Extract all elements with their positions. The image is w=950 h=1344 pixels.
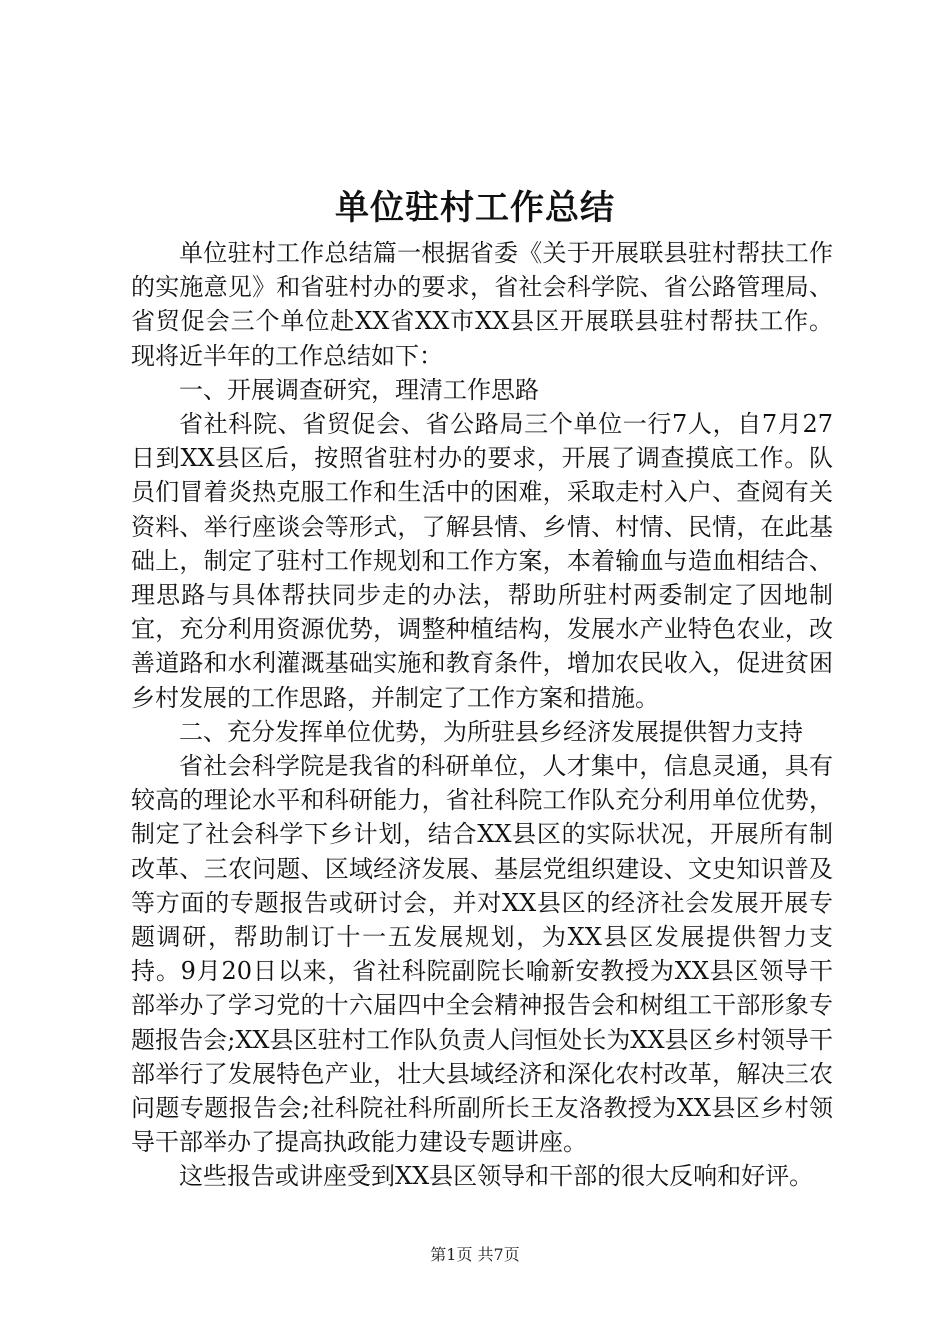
intro-paragraph: 单位驻村工作总结篇一根据省委《关于开展联县驻村帮扶工作的实施意见》和省驻村办的要求，省社会科学院、省公路管理局、省贸促会三个单位赴XX省XX市XX县区开展联县驻村帮扶工作。现将近半年的工作总结如下： bbox=[131, 239, 833, 370]
section-1-paragraph: 省社科院、省贸促会、省公路局三个单位一行7人，自7月27日到XX县区后，按照省驻村办的要求，开展了调查摸底工作。队员们冒着炎热克服工作和生活中的困难，采取走村入户、查阅有关资料、举行座谈会等形式，了解县情、乡情、村情、民情，在此基础上，制定了驻村工作规划和工作方案，本着输血与造血相结合、理思路与具体帮扶同步走的办法，帮助所驻村两委制定了因地制宜，充分利用资源优势，调整种植结构，发展水产业特色农业，改善道路和水利灌溉基础实施和教育条件，增加农民收入，促进贫困乡村发展的工作思路，并制定了工作方案和措施。 bbox=[131, 410, 833, 712]
closing-paragraph: 这些报告或讲座受到XX县区领导和干部的很大反响和好评。 bbox=[179, 1162, 814, 1191]
section-heading-1: 一、开展调查研究，理清工作思路 bbox=[179, 375, 539, 404]
page-footer: 第1页 共7页 bbox=[430, 1245, 520, 1264]
document-body bbox=[131, 236, 833, 1194]
document-title: 单位驻村工作总结 bbox=[335, 188, 615, 228]
section-heading-2: 二、充分发挥单位优势，为所驻县乡经济发展提供智力支持 bbox=[179, 717, 803, 746]
section-2-paragraph: 省社会科学院是我省的科研单位，人才集中，信息灵通，具有较高的理论水平和科研能力，省社科院工作队充分利用单位优势，制定了社会科学下乡计划，结合XX县区的实际状况，开展所有制改革、三农问题、区域经济发展、基层党组织建设、文史知识普及等方面的专题报告或研讨会，并对XX县区的经济社会发展开展专题调研，帮助制订十一五发展规划，为XX县区发展提供智力支持。9月20日以来，省社科院副院长喻新安教授为XX县区领导干部举办了学习党的十六届四中全会精神报告会和树组工干部形象专题报告会;XX县区驻村工作队负责人闫恒处长为XX县区乡村领导干部举行了发展特色产业，壮大县域经济和深化农村改革，解决三农问题专题报告会;社科院社科所副所长王友洛教授为XX县区乡村领导干部举办了提高执政能力建设专题讲座。 bbox=[131, 752, 833, 1157]
